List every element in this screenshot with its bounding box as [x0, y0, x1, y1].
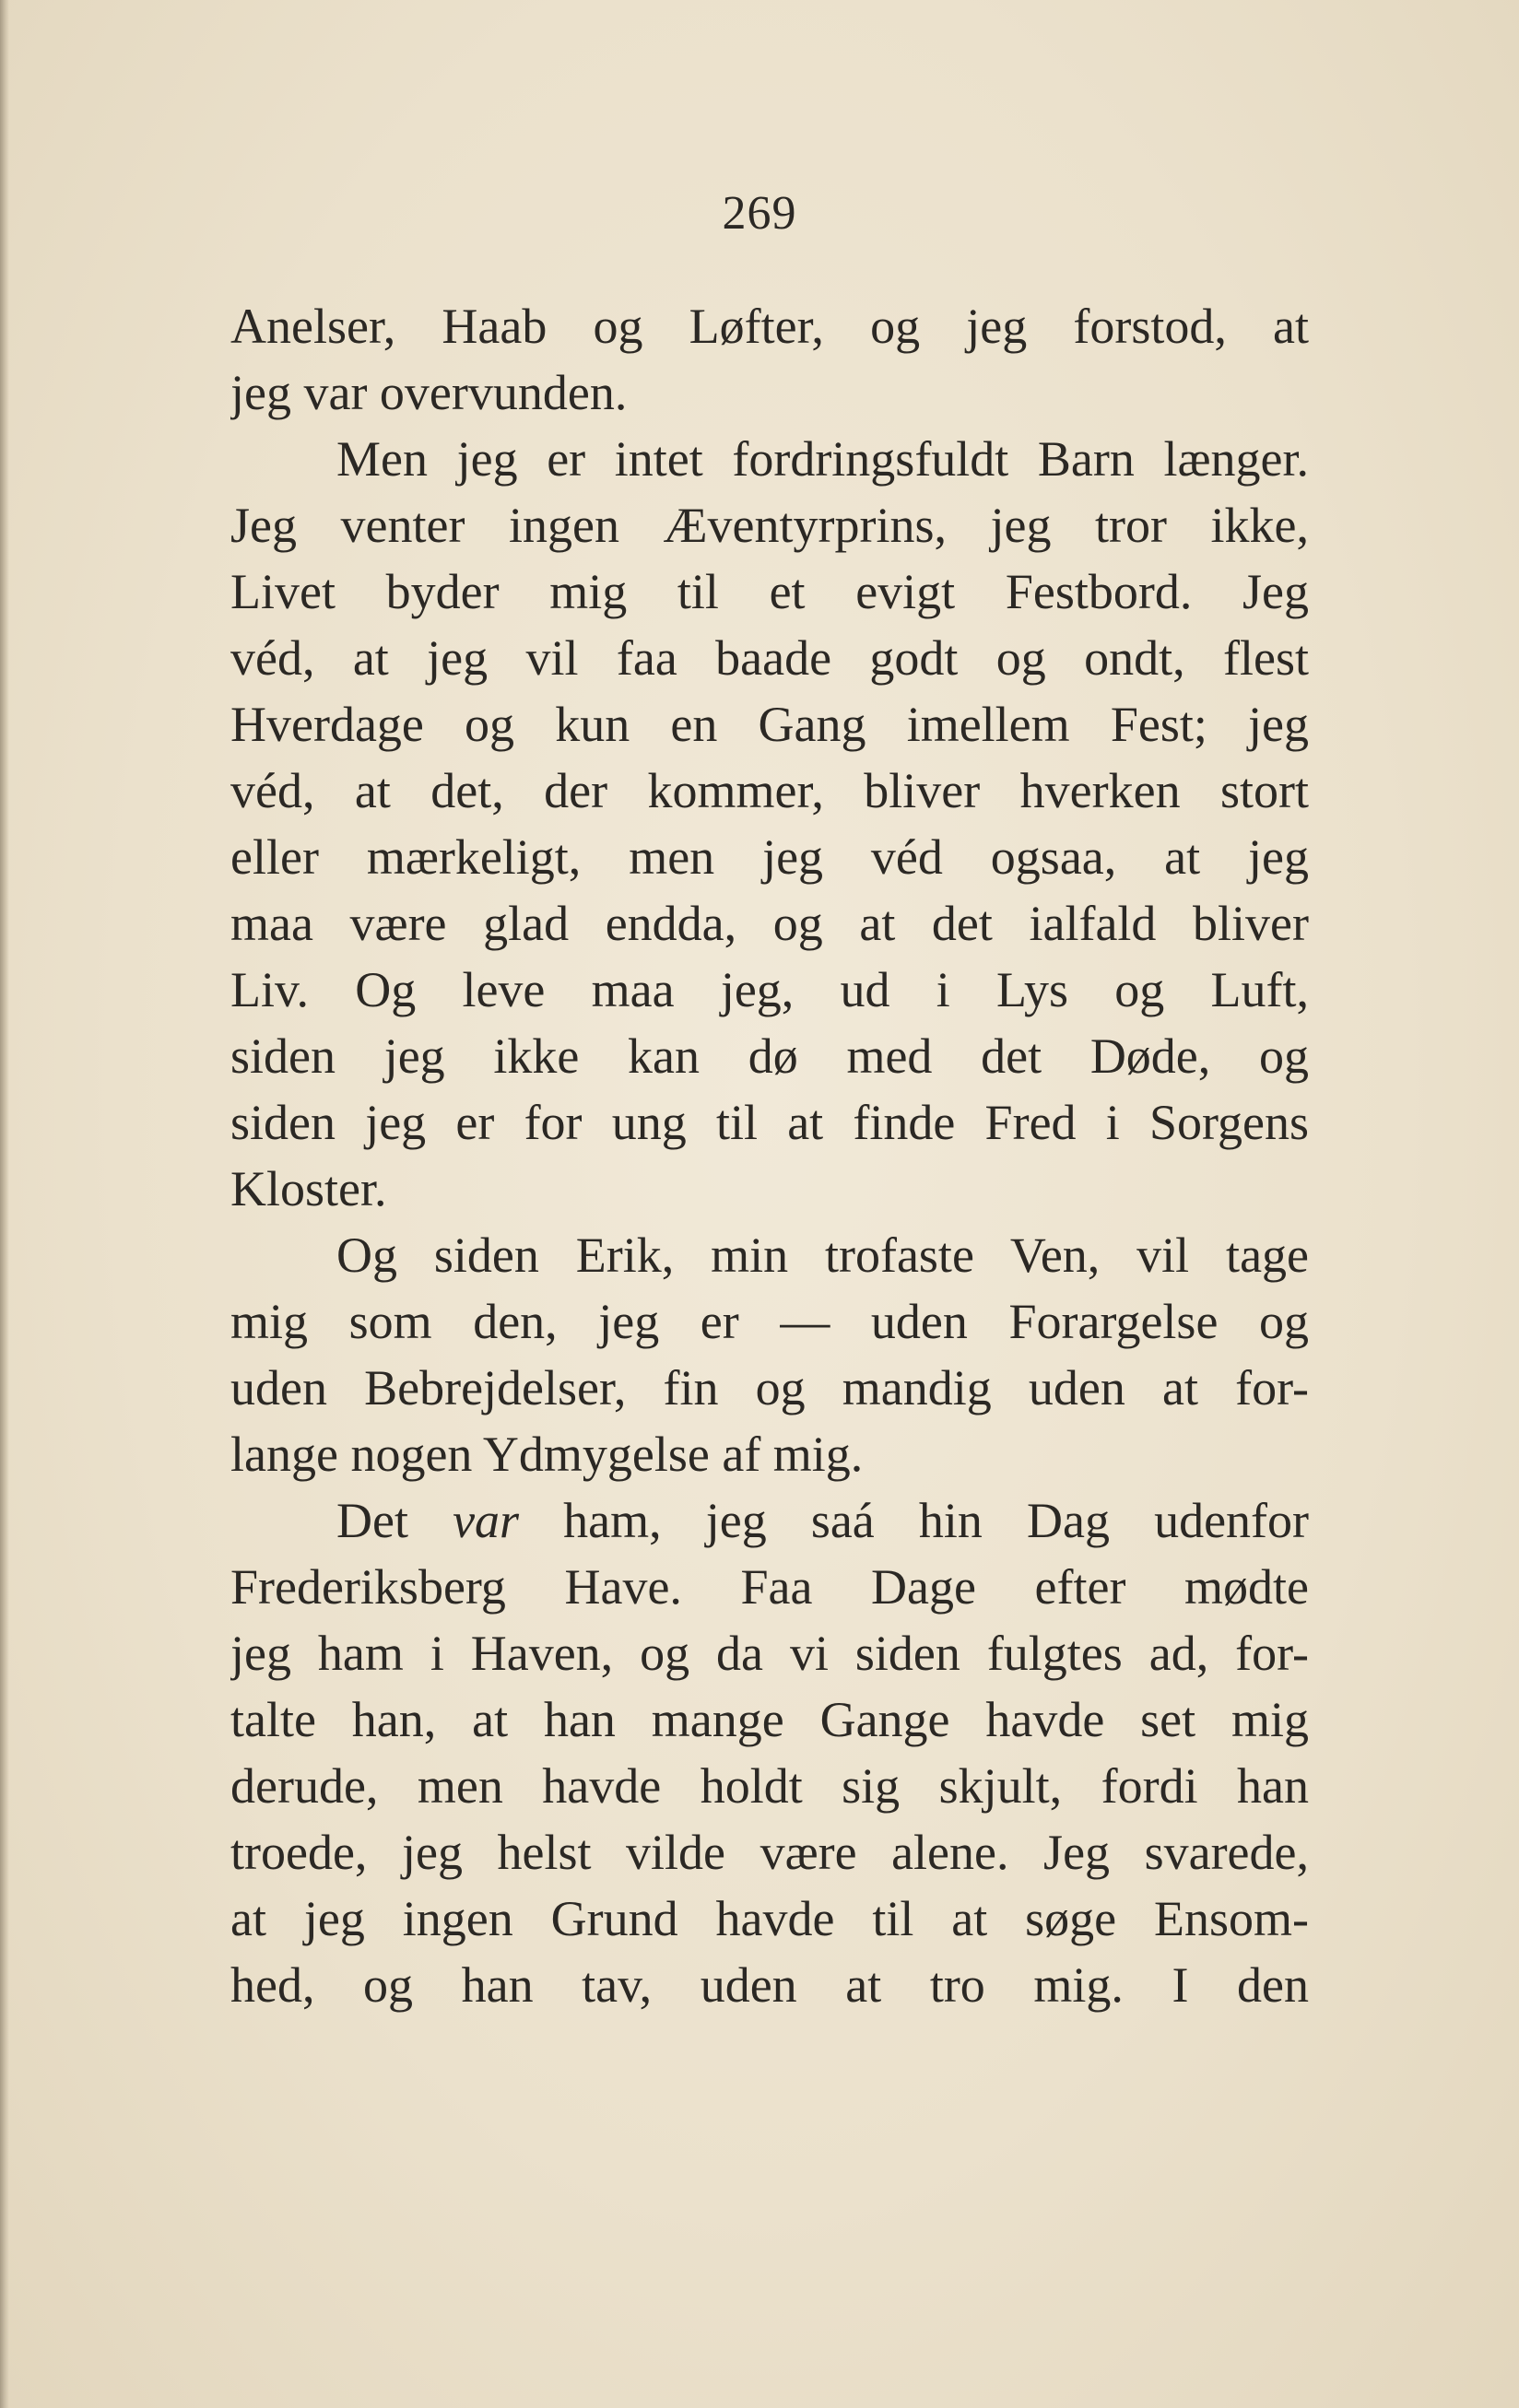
body-text: [230, 293, 1309, 2018]
text-line: jeg ham i Haven, og da vi siden fulgtes ad, for-: [230, 1626, 1309, 1681]
text-line: Frederiksberg Have. Faa Dage efter mødte: [230, 1559, 1309, 1615]
text-line: lange nogen Ydmygelse af mig.: [230, 1427, 864, 1482]
text-line: uden Bebrejdelser, fin og mandig uden at for-: [230, 1360, 1309, 1415]
text-segment: ham, jeg saá hin Dag udenfor: [519, 1493, 1309, 1548]
text-line: troede, jeg helst vilde være alene. Jeg svarede,: [230, 1825, 1309, 1880]
text-line: at jeg ingen Grund havde til at søge Ensom-: [230, 1891, 1309, 1946]
text-line: siden jeg er for ung til at finde Fred i Sorgens: [230, 1095, 1309, 1150]
text-line: Jeg venter ingen Æventyrprins, jeg tror ikke,: [230, 498, 1309, 553]
text-line: Anelser, Haab og Løfter, og jeg forstod, at: [230, 299, 1309, 354]
text-line: mig som den, jeg er — uden Forargelse og: [230, 1294, 1309, 1349]
text-line: Livet byder mig til et evigt Festbord. Jeg: [230, 564, 1309, 619]
text-line: siden jeg ikke kan dø med det Døde, og: [230, 1028, 1309, 1084]
page-binding-edge: [0, 0, 9, 2408]
page-number: 269: [722, 187, 797, 240]
text-line: Liv. Og leve maa jeg, ud i Lys og Luft,: [230, 962, 1309, 1017]
paragraph-start-line: [230, 1487, 1309, 1554]
text-line: véd, at det, der kommer, bliver hverken stort: [230, 763, 1309, 818]
text-line: eller mærkeligt, men jeg véd ogsaa, at jeg: [230, 829, 1309, 885]
emphasized-word: var: [453, 1493, 520, 1548]
text-line: Kloster.: [230, 1161, 387, 1216]
text-line: véd, at jeg vil faa baade godt og ondt, flest: [230, 630, 1309, 686]
text-line: maa være glad endda, og at det ialfald bliver: [230, 896, 1309, 951]
text-segment: Det: [336, 1493, 453, 1548]
text-line: hed, og han tav, uden at tro mig. I den: [230, 1957, 1309, 2013]
text-line: jeg var overvunden.: [230, 365, 628, 420]
text-line: Hverdage og kun en Gang imellem Fest; jeg: [230, 697, 1309, 752]
paragraph-start-line: Men jeg er intet fordringsfuldt Barn længer.: [336, 431, 1309, 487]
text-line: talte han, at han mange Gange havde set mig: [230, 1692, 1309, 1747]
text-line: derude, men havde holdt sig skjult, fordi han: [230, 1758, 1309, 1814]
paragraph-start-line: Og siden Erik, min trofaste Ven, vil tage: [336, 1227, 1309, 1283]
